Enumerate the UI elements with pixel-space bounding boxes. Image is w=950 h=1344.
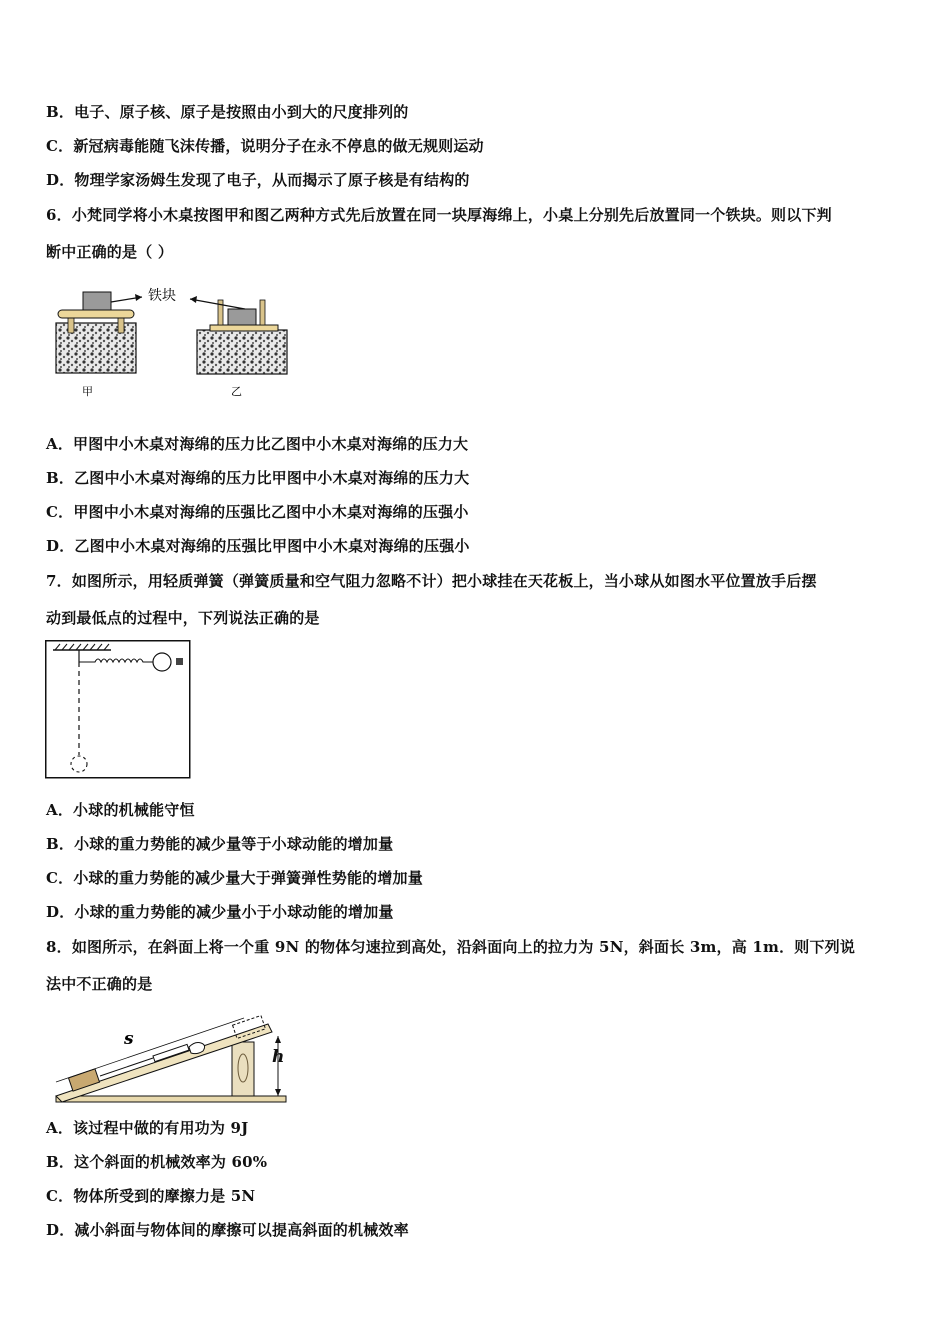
length-label-s: s: [124, 1029, 134, 1049]
figure-label-b: 乙: [231, 385, 242, 398]
iron-block-a: [83, 292, 111, 310]
q5-option-b: B．电子、原子核、原子是按照由小到大的尺度排列的: [46, 103, 409, 121]
q8-option-d: D．减小斜面与物体间的摩擦可以提高斜面的机械效率: [46, 1221, 409, 1239]
q7-option-c: C．小球的重力势能的减少量大于弹簧弹性势能的增加量: [46, 869, 423, 887]
q6-stem-line2: 断中正确的是（ ）: [46, 243, 174, 261]
q8-stem-line1: 8．如图所示，在斜面上将一个重 9N 的物体匀速拉到高处，沿斜面向上的拉力为 5N，斜面长 3m，高 1m．则下列说: [46, 938, 856, 956]
q8-option-a: A．该过程中做的有用功为 9J: [46, 1119, 249, 1137]
q6-option-a: A．甲图中小木桌对海绵的压力比乙图中小木桌对海绵的压力大: [46, 435, 469, 453]
q7-option-a: A．小球的机械能守恒: [46, 801, 195, 819]
q8-option-c: C．物体所受到的摩擦力是 5N: [46, 1187, 256, 1205]
q6-option-d: D．乙图中小木桌对海绵的压强比甲图中小木桌对海绵的压强小: [46, 537, 470, 555]
table-inverted-figure: [197, 300, 287, 374]
iron-block-b: [228, 309, 256, 325]
ground-plank: [56, 1096, 286, 1102]
q7-stem-line1: 7．如图所示，用轻质弹簧（弹簧质量和空气阻力忽略不计）把小球挂在天花板上，当小球从如图水平位置放手后摆: [46, 572, 817, 590]
q7-option-d: D．小球的重力势能的减少量小于小球动能的增加量: [46, 903, 394, 921]
q7-option-b: B．小球的重力势能的减少量等于小球动能的增加量: [46, 835, 394, 853]
iron-block-label: 铁块: [148, 288, 176, 304]
sponge-block-b: [197, 330, 287, 374]
q8-stem-line2: 法中不正确的是: [46, 975, 153, 993]
support-block: [232, 1042, 254, 1096]
ball-horizontal: [153, 653, 171, 671]
q5-option-d: D．物理学家汤姆生发现了电子，从而揭示了原子核是有结构的: [46, 171, 470, 189]
figure-label-a: 甲: [82, 385, 93, 398]
table-upright-figure: [56, 292, 136, 373]
q8-figure-inclined-plane: [48, 1010, 293, 1110]
q7-figure-spring-pendulum: [45, 640, 192, 780]
hand-pulling: [189, 1043, 205, 1054]
q5-option-c: C．新冠病毒能随飞沫传播，说明分子在永不停息的做无规则运动: [46, 137, 484, 155]
q7-stem-line2: 动到最低点的过程中，下列说法正确的是: [46, 609, 320, 627]
ball-stopper: [176, 658, 183, 665]
q8-option-b: B．这个斜面的机械效率为 60%: [46, 1153, 268, 1171]
height-label-h: h: [272, 1047, 285, 1067]
q6-figure-tables-on-sponge: [50, 280, 310, 405]
table-top-a: [58, 310, 134, 318]
q6-stem-line1: 6．小梵同学将小木桌按图甲和图乙两种方式先后放置在同一块厚海绵上，小桌上分别先后放置同一个铁块。则以下判: [46, 206, 832, 224]
table-top-b: [210, 325, 278, 331]
q6-option-b: B．乙图中小木桌对海绵的压力比甲图中小木桌对海绵的压力大: [46, 469, 470, 487]
q6-option-c: C．甲图中小木桌对海绵的压强比乙图中小木桌对海绵的压强小: [46, 503, 469, 521]
